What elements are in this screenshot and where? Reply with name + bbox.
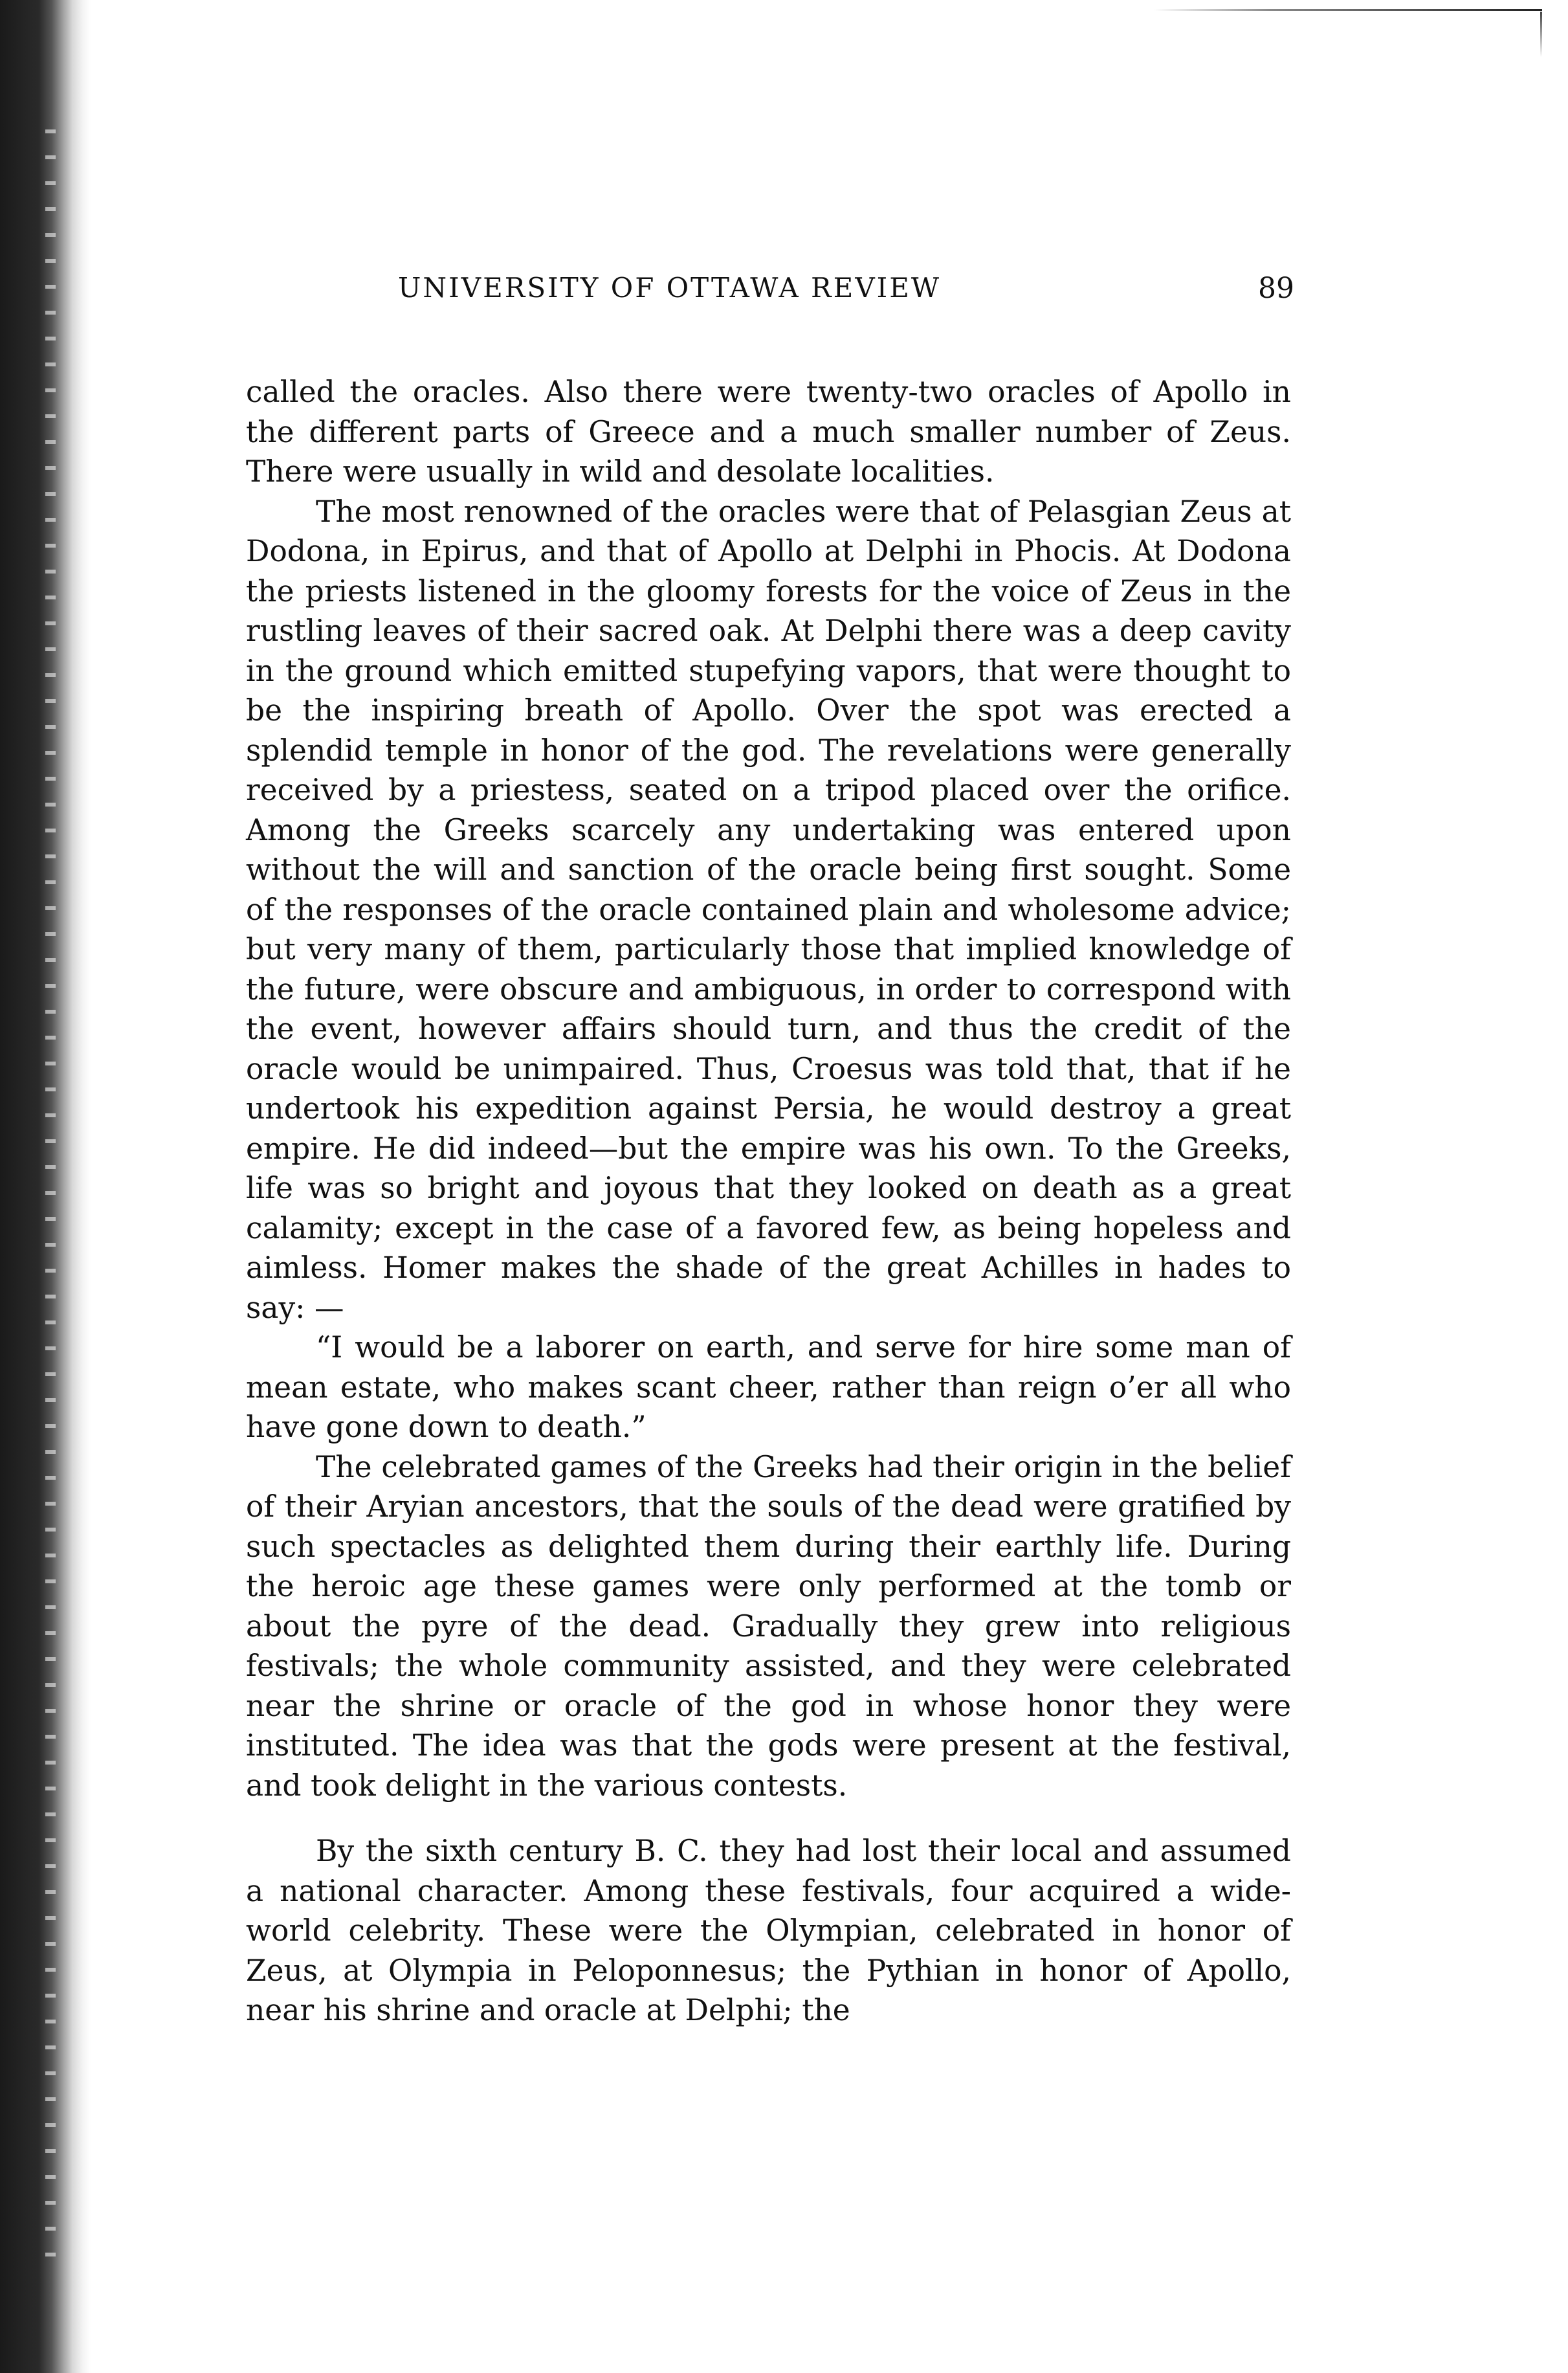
page-number: 89 (1258, 272, 1294, 305)
paragraph-sixth-century: By the sixth century B. C. they had lost their local and assumed a national character. Among these festivals, four acquired a wide-world celebrity. These were the Olympian, celebrated in honor of Zeus, at Olympia in Peloponnesus; the Pythian in honor of Apollo, near his shrine and oracle at Delphi; the (246, 1834, 1291, 2027)
scan-artifact-mark (1540, 12, 1542, 57)
paragraph-oracles-continued: called the oracles. Also there were twenty-two oracles of Apollo in the different parts of Greece and a much smaller number of Zeus. There were usually in wild and desolate localities. (246, 375, 1291, 489)
body-text (246, 372, 1291, 2031)
running-head: UNIVERSITY OF OTTAWA REVIEW (398, 272, 942, 304)
scan-artifact-line (1154, 9, 1542, 11)
paragraph-celebrated-games: The celebrated games of the Greeks had their origin in the belief of their Aryian ancestors, that the souls of the dead were gratified by such spectacles as delighted them during their earthly life. During the heroic age these games were only performed at the tomb or about the pyre of the dead. Gradually they grew into religious festivals; the whole community assisted, and they were celebrated near the shrine or oracle of the god in whose honor they were instituted. The idea was that the gods were present at the festival, and took delight in the various contests. (246, 1449, 1291, 1803)
page-header (362, 272, 1294, 317)
scanned-binding-edge (0, 0, 91, 2373)
paragraph-achilles-quote: “I would be a laborer on earth, and serve for hire some man of mean estate, who makes scant cheer, rather than reign o’er all who have gone down to death.” (246, 1330, 1291, 1444)
paragraph-renowned-oracles: The most renowned of the oracles were that of Pelasgian Zeus at Dodona, in Epirus, and that of Apollo at Delphi in Phocis. At Dodona the priests listened in the gloomy forests for the voice of Zeus in the rustling leaves of their sacred oak. At Delphi there was a deep cavity in the ground which emitted stupefying vapors, that were thought to be the inspiring breath of Apollo. Over the spot was erected a splendid temple in honor of the god. The revelations were generally received by a priestess, seated on a tripod placed over the orifice. Among the Greeks scarcely any undertaking was entered upon without the will and sanction of the oracle being first sought. Some of the responses of the oracle contained plain and wholesome advice; but very many of them, particularly those that implied knowledge of the future, were obscure and ambiguous, in order to correspond with the event, however affairs should turn, and thus the credit of the oracle would be unimpaired. Thus, Croesus was told that, that if he undertook his expedition against Persia, he would destroy a great empire. He did indeed—but the empire was his own. To the Greeks, life was so bright and joyous that they looked on death as a great calamity; except in the case of a favored few, as being hopeless and aimless. Homer makes the shade of the great Achilles in hades to say: — (246, 494, 1291, 1325)
